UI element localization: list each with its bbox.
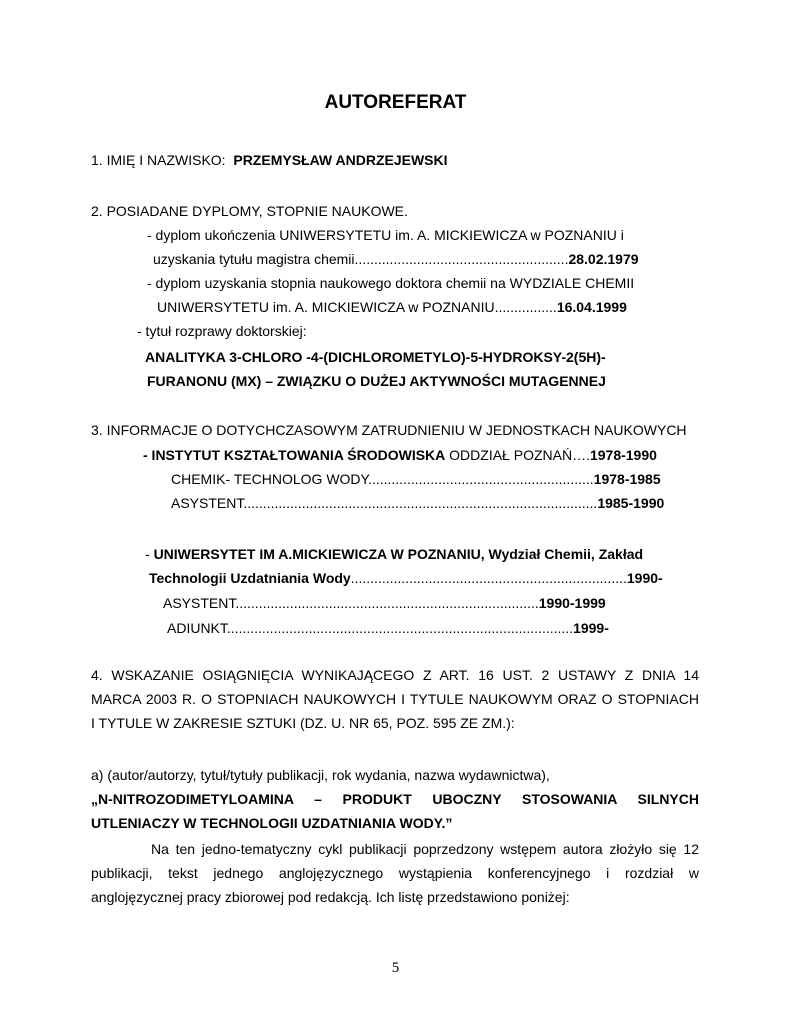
institution-1 bbox=[143, 446, 657, 464]
name-label: 1. IMIĘ I NAZWISKO: bbox=[91, 152, 226, 168]
doctorate-line-1: - dyplom uzyskania stopnia naukowego doktora chemii na WYDZIALE CHEMII bbox=[147, 275, 635, 291]
author-name: PRZEMYSŁAW ANDRZEJEWSKI bbox=[233, 152, 448, 168]
institution-2-name: UNIWERSYTET IM A.MICKIEWICZA W POZNANIU, Wydział Chemii, Zakład bbox=[153, 546, 644, 562]
section-4-line-1: 4. WSKAZANIE OSIĄGNIĘCIA WYNIKAJĄCEGO Z ART. 16 UST. 2 USTAWY Z DNIA 14 bbox=[91, 667, 699, 683]
job-1-years: 1978-1985 bbox=[593, 471, 661, 487]
institution-2-dots: ....................................................................... bbox=[350, 570, 627, 586]
thesis-title-line-1: ANALITYKA 3-CHLORO -4-(DICHLOROMETYLO)-5-HYDROKSY-2(5H)- bbox=[145, 349, 606, 365]
paragraph-line-3: anglojęzycznej pracy zbiorowej pod redakcją. Ich listę przedstawiono poniżej: bbox=[91, 889, 570, 905]
section-2-heading: 2. POSIADANE DYPLOMY, STOPNIE NAUKOWE. bbox=[91, 203, 408, 219]
institution-1-name: - INSTYTUT KSZTAŁTOWANIA ŚRODOWISKA bbox=[143, 447, 446, 463]
job-1 bbox=[171, 470, 661, 488]
job-3-title: ASYSTENT.............................................................................. bbox=[163, 595, 539, 611]
job-2-years: 1985-1990 bbox=[597, 495, 665, 511]
thesis-title-line-2: FURANONU (MX) – ZWIĄZKU O DUŻEJ AKTYWNOŚCI MUTAGENNEJ bbox=[147, 373, 606, 389]
doctorate-text: UNIWERSYTETU im. A. MICKIEWICZA w POZNANIU................ bbox=[157, 299, 557, 315]
institution-1-years: 1978-1990 bbox=[589, 447, 657, 463]
doctorate-line-2 bbox=[157, 298, 627, 316]
doctorate-date: 16.04.1999 bbox=[556, 299, 627, 315]
diploma-text: uzyskania tytułu magistra chemii....................................................... bbox=[153, 251, 569, 267]
paragraph-line-2: publikacji, tekst jednego anglojęzycznego wystąpienia konferencyjnego i rozdział w bbox=[91, 865, 699, 881]
section-4-line-3: I TYTULE W ZAKRESIE SZTUKI (DZ. U. NR 65, POZ. 595 ZE ZM.): bbox=[91, 715, 515, 731]
job-4 bbox=[167, 619, 609, 637]
institution-1-branch: ODDZIAŁ POZNAŃ…. bbox=[445, 447, 590, 463]
section-4-line-2: MARCA 2003 R. O STOPNIACH NAUKOWYCH I TYTULE NAUKOWYM ORAZ O STOPNIACH bbox=[91, 691, 699, 707]
thesis-label: - tytuł rozprawy doktorskiej: bbox=[137, 323, 307, 339]
page-number: 5 bbox=[391, 960, 400, 976]
achievement-label: a) (autor/autorzy, tytuł/tytuły publikacji, rok wydania, nazwa wydawnictwa), bbox=[91, 767, 550, 783]
section-3-heading: 3. INFORMACJE O DOTYCHCZASOWYM ZATRUDNIENIU W JEDNOSTKACH NAUKOWYCH bbox=[91, 422, 687, 438]
job-4-title: ADIUNKT......................................................................................... bbox=[167, 620, 574, 636]
institution-2-line-2 bbox=[149, 569, 663, 587]
document-title: AUTOREFERAT bbox=[324, 92, 467, 113]
institution-2-dash: - bbox=[145, 546, 154, 562]
achievement-title-line-2: UTLENIACZY W TECHNOLOGII UZDATNIANIA WODY.” bbox=[91, 815, 453, 831]
section-1-line bbox=[91, 151, 448, 169]
paragraph-line-1: Na ten jedno-tematyczny cykl publikacji poprzedzony wstępem autora złożyło się 12 bbox=[151, 841, 699, 857]
diploma-date: 28.02.1979 bbox=[568, 251, 639, 267]
institution-2 bbox=[145, 545, 643, 563]
job-2-title: ASYSTENT........................................................................................... bbox=[171, 495, 598, 511]
job-4-years: 1999- bbox=[573, 620, 609, 636]
institution-2-years: 1990- bbox=[626, 570, 663, 586]
institution-2-department: Technologii Uzdatniania Wody bbox=[149, 570, 351, 586]
job-1-title: CHEMIK- TECHNOLOG WODY.......................................................... bbox=[171, 471, 594, 487]
diploma-line-2 bbox=[153, 250, 639, 268]
diploma-line-1: - dyplom ukończenia UNIWERSYTETU im. A. MICKIEWICZA w POZNANIU i bbox=[147, 227, 624, 243]
job-2 bbox=[171, 494, 664, 512]
job-3-years: 1990-1999 bbox=[538, 595, 606, 611]
achievement-title-line-1: „N-NITROZODIMETYLOAMINA – PRODUKT UBOCZNY STOSOWANIA SILNYCH bbox=[91, 791, 699, 807]
job-3 bbox=[163, 594, 606, 612]
